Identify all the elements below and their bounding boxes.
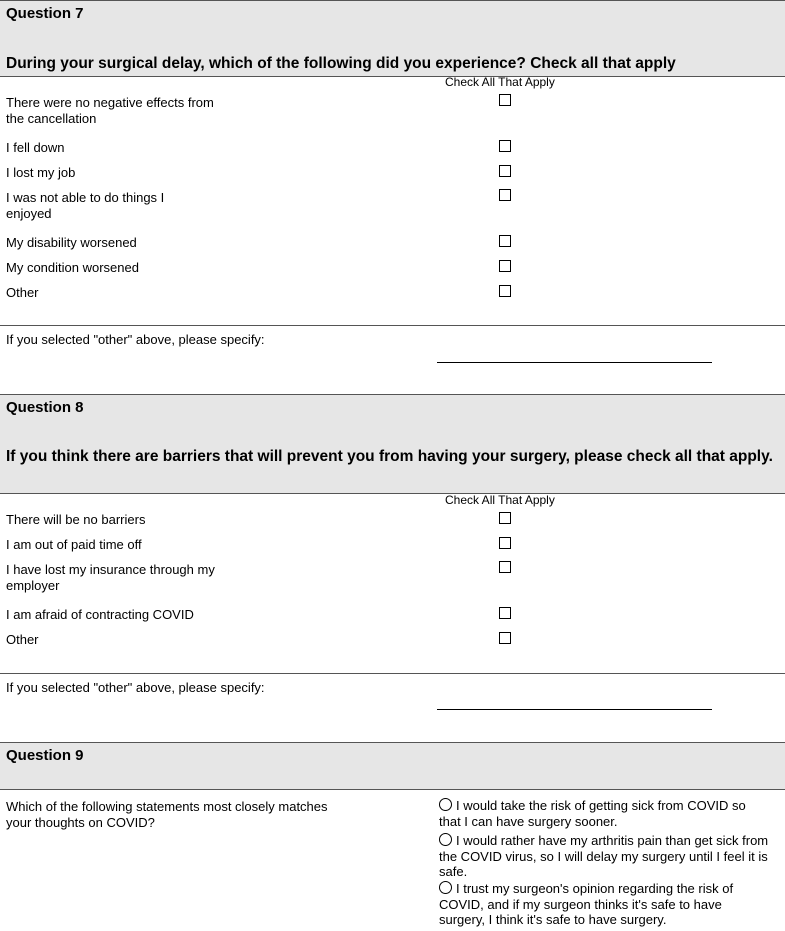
checkbox[interactable] (499, 607, 511, 619)
radio-option[interactable] (439, 798, 769, 829)
option-label: I lost my job (6, 165, 76, 180)
option-label: I have lost my insurance through my employer (6, 562, 215, 593)
question-8-header (0, 394, 785, 494)
checkbox[interactable] (499, 94, 511, 106)
option-label: My condition worsened (6, 260, 139, 275)
option-label: My disability worsened (6, 235, 137, 250)
question-7-header (0, 0, 785, 77)
option-label: I am afraid of contracting COVID (6, 607, 194, 622)
question-number: Question 8 (6, 399, 84, 416)
option-label: Other (6, 632, 39, 647)
question-text: Which of the following statements most closely matches your thoughts on COVID? (6, 799, 328, 830)
option-label: Other (6, 285, 39, 300)
radio-label: I trust my surgeon's opinion regarding the risk of COVID, and if my surgeon thinks it's safe to have surgery, I think it's safe to have surgery. (439, 881, 734, 927)
checkbox[interactable] (499, 512, 511, 524)
option-label: I am out of paid time off (6, 537, 142, 552)
radio-option[interactable] (439, 881, 769, 928)
specify-input-line[interactable] (437, 709, 712, 710)
radio-option[interactable] (439, 833, 769, 880)
question-number: Question 7 (6, 5, 84, 22)
checkbox[interactable] (499, 165, 511, 177)
question-9-header (0, 742, 785, 790)
column-header: Check All That Apply (445, 75, 555, 89)
option-label: There were no negative effects from the cancellation (6, 95, 214, 126)
specify-prompt: If you selected "other" above, please specify: (6, 680, 265, 695)
specify-prompt: If you selected "other" above, please specify: (6, 332, 265, 347)
option-label: There will be no barriers (6, 512, 146, 527)
checkbox[interactable] (499, 537, 511, 549)
question-text: If you think there are barriers that will prevent you from having your surgery, please check all that apply. (6, 448, 773, 465)
radio-button[interactable] (439, 833, 452, 846)
checkbox[interactable] (499, 140, 511, 152)
checkbox[interactable] (499, 235, 511, 247)
checkbox[interactable] (499, 285, 511, 297)
question-text: During your surgical delay, which of the following did you experience? Check all that apply (6, 55, 676, 72)
radio-button[interactable] (439, 881, 452, 894)
checkbox[interactable] (499, 561, 511, 573)
checkbox[interactable] (499, 260, 511, 272)
radio-button[interactable] (439, 798, 452, 811)
column-header: Check All That Apply (445, 493, 555, 507)
question-number: Question 9 (6, 747, 84, 764)
checkbox[interactable] (499, 189, 511, 201)
radio-label: I would rather have my arthritis pain than get sick from the COVID virus, so I will delay my surgery until I feel it is safe. (439, 833, 769, 879)
option-label: I was not able to do things I enjoyed (6, 190, 165, 221)
specify-input-line[interactable] (437, 362, 712, 363)
divider (0, 673, 785, 674)
checkbox[interactable] (499, 632, 511, 644)
divider (0, 325, 785, 326)
option-label: I fell down (6, 140, 65, 155)
radio-label: I would take the risk of getting sick from COVID so that I can have surgery sooner. (439, 798, 746, 829)
